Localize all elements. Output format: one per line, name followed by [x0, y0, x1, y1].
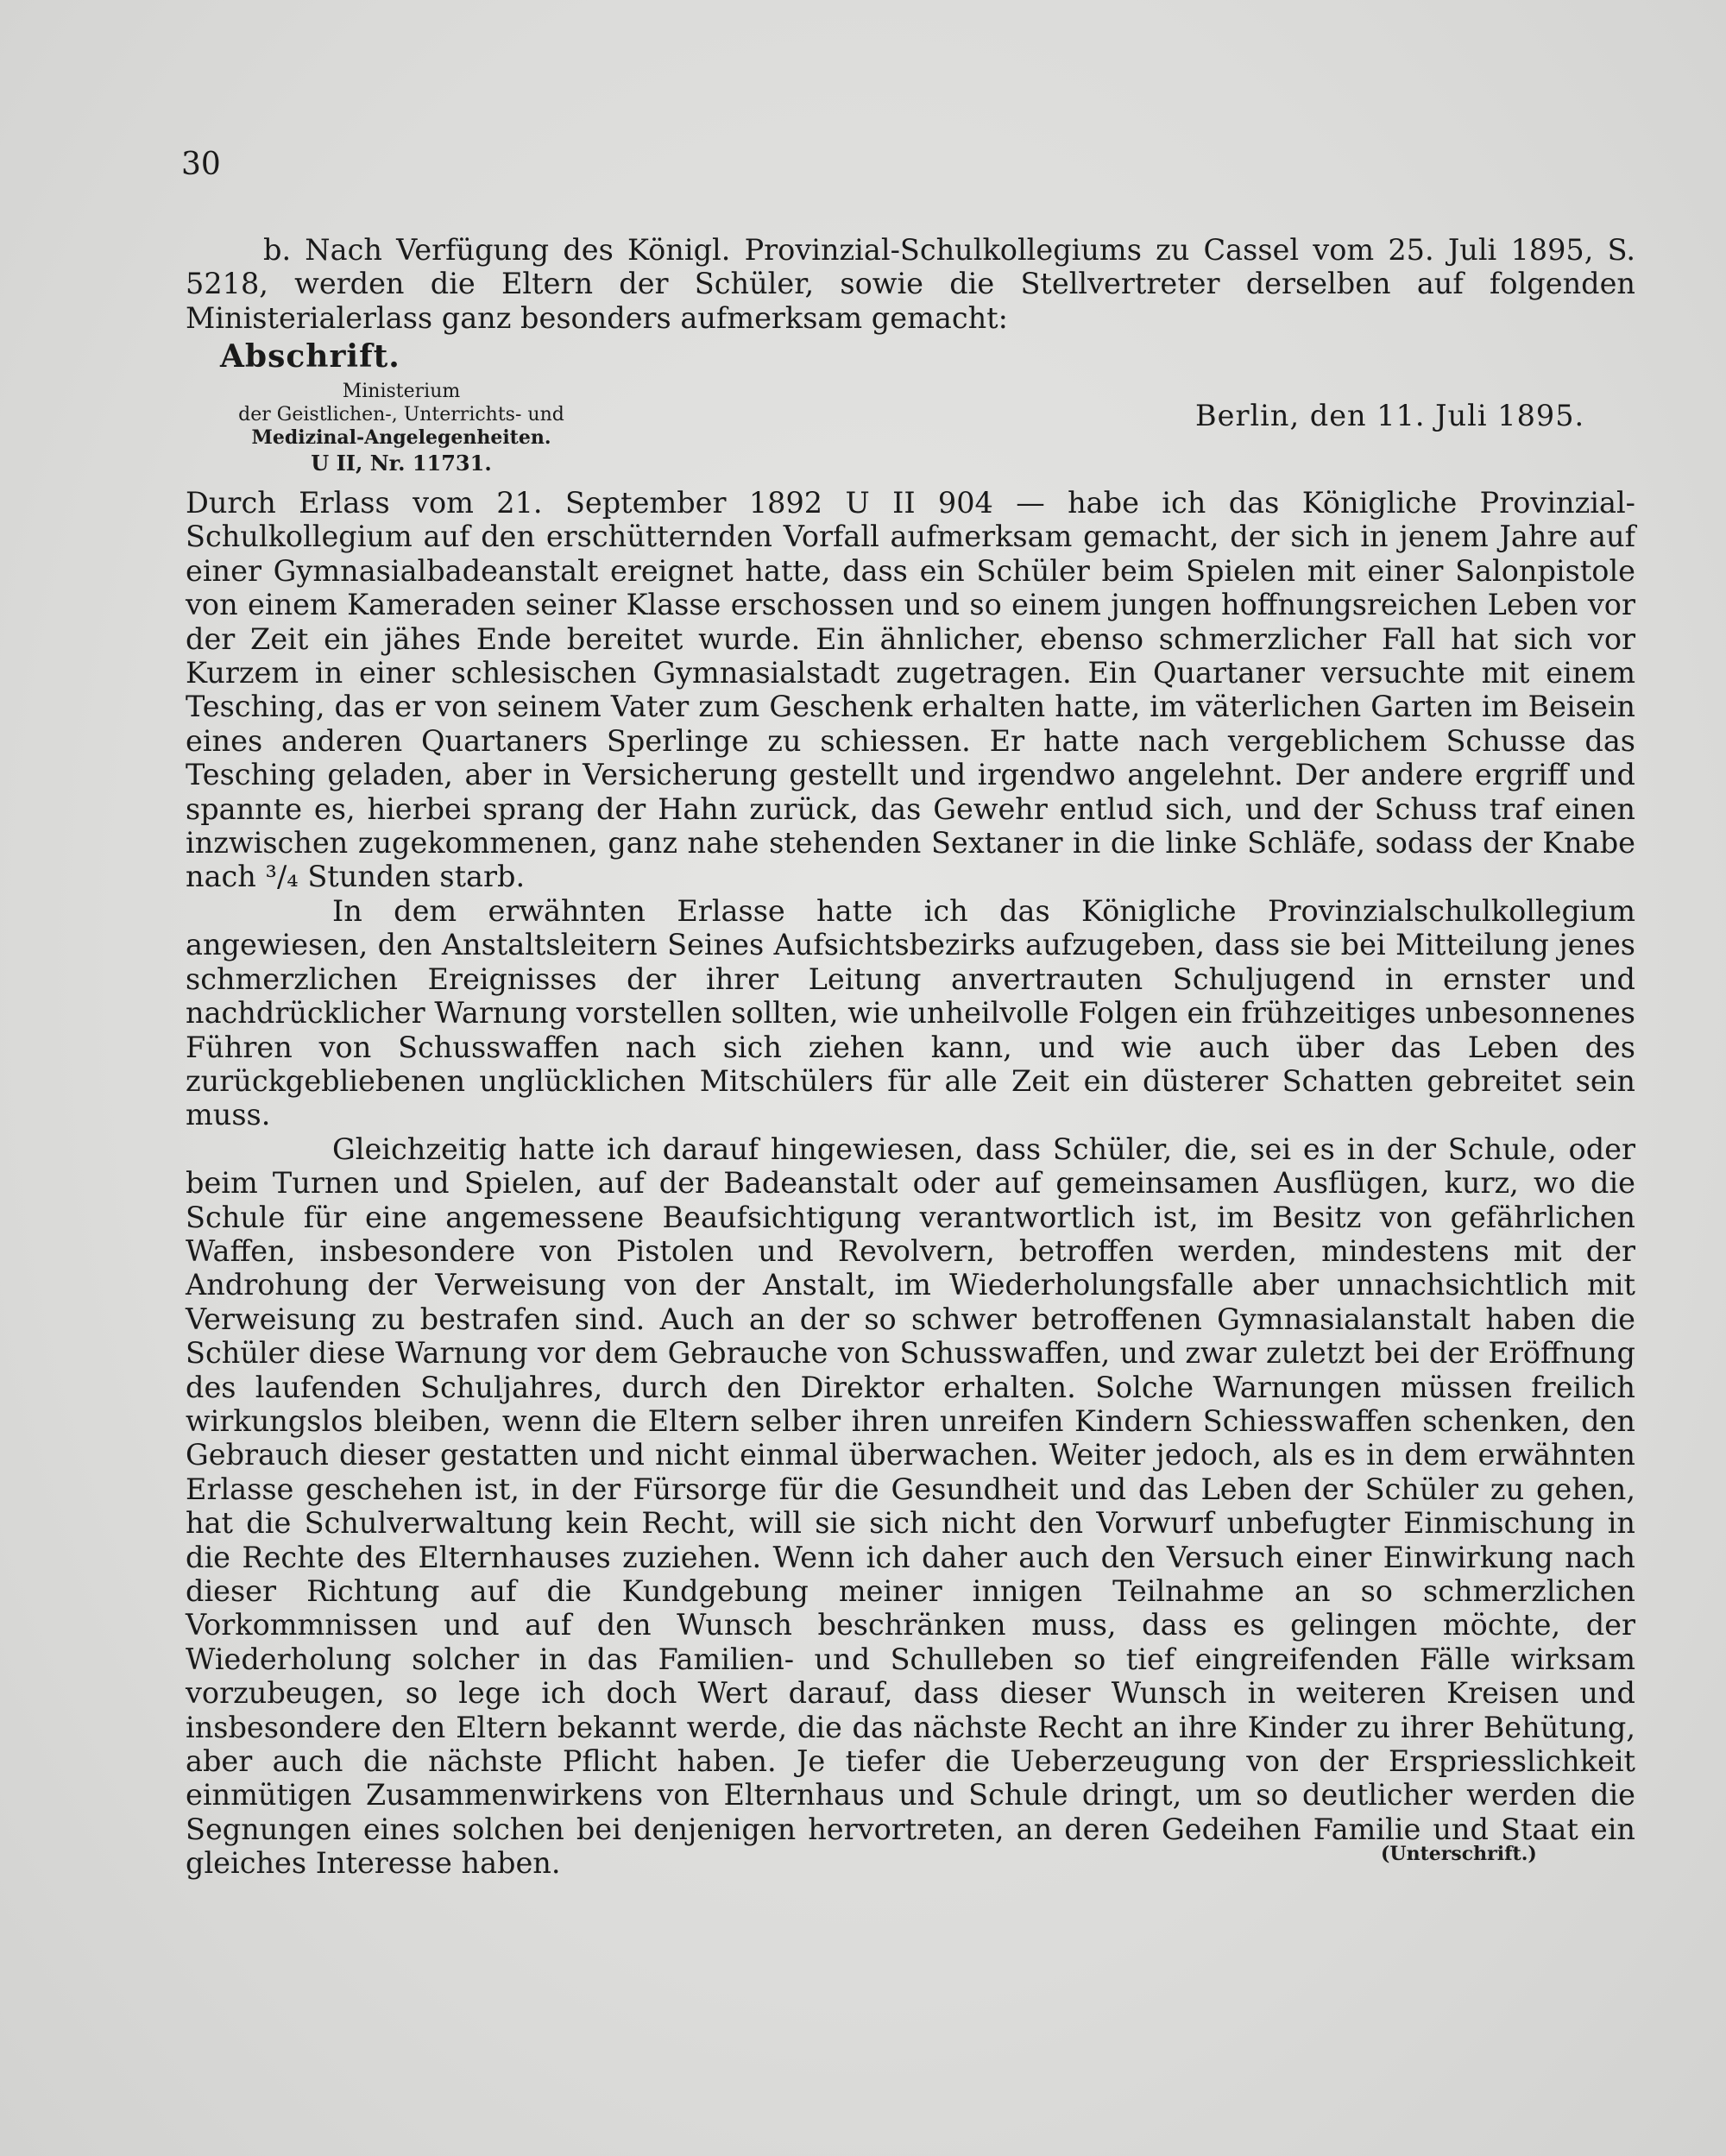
ministry-block	[181, 380, 621, 477]
body-paragraph-2: In dem erwähnten Erlasse hatte ich das Königliche Provinzialschulkollegium angewiesen, den Anstaltsleitern Seines Aufsichtsbezirks aufzugeben, dass sie bei Mitteilung jenes schmerzlichen Ereignisses der ihrer Leitung anvertrauten Schuljugend in ernster und nachdrücklicher Warnung vorstellen sollten, wie unheilvolle Folgen ein frühzeitiges unbesonnenes Führen von Schusswaffen nach sich ziehen kann, und wie auch über das Leben des zurückgebliebenen unglücklichen Mitschülers für alle Zeit ein düsterer Schatten gebreitet sein muss.	[186, 893, 1635, 1132]
intro-text: b. Nach Verfügung des Königl. Provinzial-Schulkollegiums zu Cassel vom 25. Juli 1895, S. 5218, werden die Eltern der Schüler, sowie die Stellvertreter derselben auf folgenden Ministerialerlass ganz besonders aufmerksam gemacht:	[186, 233, 1635, 335]
ministry-reference-number: U II, Nr. 11731.	[311, 451, 492, 476]
body-paragraph-1: Durch Erlass vom 21. September 1892 U II 904 — habe ich das Königliche Provinzial-Schulkollegium auf den erschütternden Vorfall aufmerksam gemacht, der sich in jenem Jahre auf einer Gymnasialbadeanstalt ereignet hatte, dass ein Schüler beim Spielen mit einer Salonpistole von einem Kameraden seiner Klasse erschossen und so einem jungen hoffnungsreichen Leben vor der Zeit ein jähes Ende bereitet wurde. Ein ähnlicher, ebenso schmerzlicher Fall hat sich vor Kurzem in einer schlesischen Gymnasialstadt zugetragen. Ein Quartaner versuchte mit einem Tesching, das er von seinem Vater zum Geschenk erhalten hatte, im väterlichen Garten im Beisein eines anderen Quartaners Sperlinge zu schiessen. Er hatte nach vergeblichem Schusse das Tesching geladen, aber in Versicherung gestellt und irgendwo angelehnt. Der andere ergriff und spannte es, hierbei sprang der Hahn zurück, das Gewehr entlud sich, und der Schuss traf einen inzwischen zugekommenen, ganz nahe stehenden Sextaner in die linke Schläfe, sodass der Knabe nach ³/₄ Stunden starb.	[186, 486, 1635, 894]
body-paragraph-3: Gleichzeitig hatte ich darauf hingewiesen, dass Schüler, die, sei es in der Schule, oder beim Turnen und Spielen, auf der Badeanstalt oder auf gemeinsamen Ausflügen, kurz, wo die Schule für eine angemessene Beaufsichtigung verantwortlich ist, im Besitz von gefährlichen Waffen, insbesondere von Pistolen und Revolvern, betroffen werden, mindestens mit der Androhung der Verweisung von der Anstalt, im Wiederholungsfalle aber unnachsichtlich mit Verweisung zu bestrafen sind. Auch an der so schwer betroffenen Gymnasialanstalt haben die Schüler diese Warnung vor dem Gebrauche von Schusswaffen, und zwar zuletzt bei der Eröffnung des laufenden Schuljahres, durch den Direktor erhalten. Solche Warnungen müssen freilich wirkungslos bleiben, wenn die Eltern selber ihren unreifen Kindern Schiesswaffen schenken, den Gebrauch dieser gestatten und nicht einmal überwachen. Weiter jedoch, als es in dem erwähnten Erlasse geschehen ist, in der Fürsorge für die Gesundheit und das Leben der Schüler zu gehen, hat die Schulverwaltung kein Recht, will sie sich nicht den Vorwurf unbefugter Einmischung in die Rechte des Elternhauses zuziehen. Wenn ich daher auch den Versuch einer Einwirkung nach dieser Richtung auf die Kundgebung meiner innigen Teilnahme an so schmerzlichen Vorkommnissen und auf den Wunsch beschränken muss, dass es gelingen möchte, der Wiederholung solcher in das Familien- und Schulleben so tief eingreifenden Fälle wirksam vorzubeugen, so lege ich doch Wert darauf, dass dieser Wunsch in weiteren Kreisen und insbesondere den Eltern bekannt werde, die das nächste Recht an ihre Kinder zu ihrer Behütung, aber auch die nächste Pflicht haben. Je tiefer die Ueberzeugung von der Erspriesslichkeit einmütigen Zusammenwirkens von Elternhaus und Schule dringt, um so deutlicher werden die Segnungen eines solchen bei denjenigen hervortreten, an deren Gedeihen Familie und Staat ein gleiches Interesse haben.	[186, 1132, 1635, 1881]
heading-abschrift: Abschrift.	[220, 338, 400, 375]
letter-body	[186, 486, 1635, 1881]
page-number: 30	[181, 147, 221, 182]
signature-note: (Unterschrift.)	[1381, 1843, 1537, 1865]
ministry-line-1: Ministerium	[342, 381, 461, 402]
ministry-line-3: Medizinal-Angelegenheiten.	[251, 426, 551, 449]
ministry-line-2: der Geistlichen-, Unterrichts- und	[238, 404, 564, 426]
intro-paragraph	[186, 233, 1635, 335]
dateline: Berlin, den 11. Juli 1895.	[1195, 399, 1585, 432]
